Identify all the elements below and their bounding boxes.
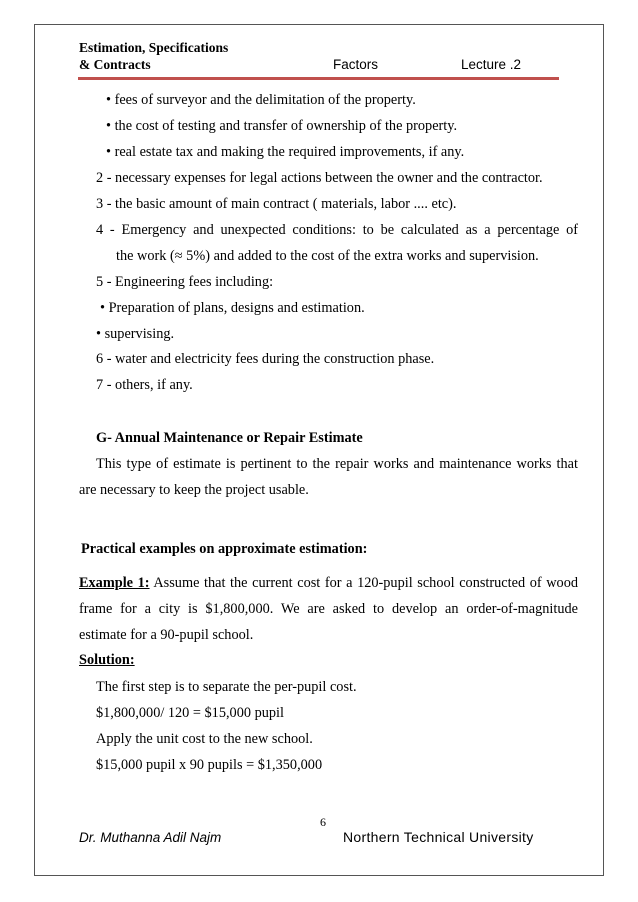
item-3: 3 - the basic amount of main contract ( materials, labor .... etc).	[96, 196, 457, 212]
example1-text: Assume that the current cost for a 120-pupil school constructed of wood	[149, 575, 578, 591]
bullet-testing: • the cost of testing and transfer of ownership of the property.	[106, 118, 458, 134]
bullet-tax: • real estate tax and making the required improvements, if any.	[106, 144, 465, 160]
solution-calc2: $15,000 pupil x 90 pupils = $1,350,000	[96, 757, 323, 773]
bullet-surveyor: • fees of surveyor and the delimitation of the property.	[106, 92, 416, 108]
course-title-line1: Estimation, Specifications	[79, 40, 229, 55]
solution-label: Solution:	[79, 652, 135, 668]
footer-author: Dr. Muthanna Adil Najm	[79, 830, 222, 845]
bullet-supervising: • supervising.	[96, 326, 175, 342]
section-g-heading: G- Annual Maintenance or Repair Estimate	[96, 430, 363, 446]
bullet-plans: • Preparation of plans, designs and estimation.	[100, 300, 365, 316]
topic-label: Factors	[333, 57, 379, 72]
footer-university: Northern Technical University	[343, 829, 534, 845]
example1-line3: estimate for a 90-pupil school.	[79, 627, 254, 643]
course-title-line2: & Contracts	[79, 57, 151, 72]
item-4-line1: 4 - Emergency and unexpected conditions: to be calculated as a percentage of	[96, 222, 578, 238]
solution-calc1: $1,800,000/ 120 = $15,000 pupil	[96, 705, 284, 721]
example1-label: Example 1:	[79, 575, 150, 591]
example1-line1	[79, 575, 578, 592]
item-4-line2: the work (≈ 5%) and added to the cost of the extra works and supervision.	[116, 248, 539, 264]
item-5: 5 - Engineering fees including:	[96, 274, 274, 290]
page-number: 6	[320, 815, 326, 829]
item-6: 6 - water and electricity fees during the construction phase.	[96, 351, 435, 367]
item-2: 2 - necessary expenses for legal actions between the owner and the contractor.	[96, 170, 543, 186]
example1-line2: frame for a city is $1,800,000. We are asked to develop an order-of-magnitude	[79, 601, 578, 617]
header-rule	[78, 77, 559, 80]
section-g-line1: This type of estimate is pertinent to the repair works and maintenance works that	[96, 456, 578, 472]
section-g-line2: are necessary to keep the project usable.	[79, 482, 309, 498]
solution-step2: Apply the unit cost to the new school.	[96, 731, 313, 747]
lecture-label: Lecture .2	[461, 57, 522, 72]
item-7: 7 - others, if any.	[96, 377, 193, 393]
solution-step1: The first step is to separate the per-pupil cost.	[96, 679, 357, 695]
practical-heading: Practical examples on approximate estimation:	[81, 541, 368, 557]
